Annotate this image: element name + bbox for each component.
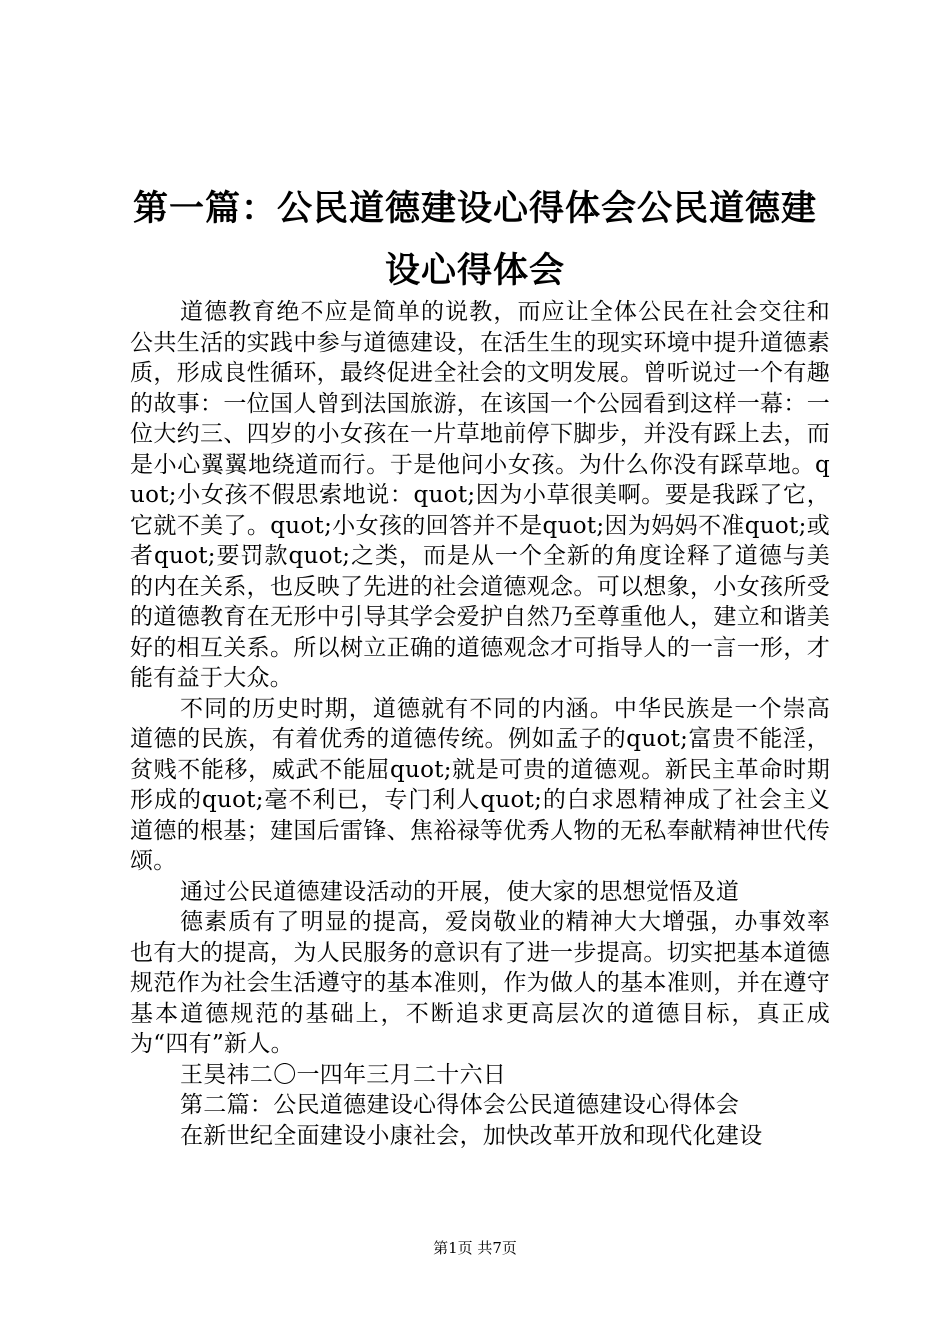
- section-heading: 第二篇：公民道德建设心得体会公民道德建设心得体会: [180, 1092, 740, 1118]
- body-paragraph: 不同的历史时期，道德就有不同的内涵。中华民族是一个崇高道德的民族，有着优秀的道德传统。例如孟子的quot;富贵不能淫，贫贱不能移，威武不能屈quot;就是可贵的道德观。新民主革命时期形成的quot;毫不利已，专门利人quot;的白求恩精神成了社会主义道德的根基；建国后雷锋、焦裕禄等优秀人物的无私奉献精神世代传颂。: [130, 695, 830, 874]
- body-paragraph: 德素质有了明显的提高，爱岗敬业的精神大大增强，办事效率也有大的提高，为人民服务的意识有了进一步提高。切实把基本道德规范作为社会生活遵守的基本准则，作为做人的基本准则，并在遵守基本道德规范的基础上，不断追求更高层次的道德目标，真正成为“四有”新人。: [130, 909, 830, 1057]
- signature-date: 王昊祎二〇一四年三月二十六日: [180, 1061, 507, 1088]
- document-title: 第一篇：公民道德建设心得体会公民道德建设心得体会: [132, 189, 817, 291]
- body-paragraph: 在新世纪全面建设小康社会，加快改革开放和现代化建设: [180, 1122, 763, 1149]
- body-paragraph: 道德教育绝不应是简单的说教，而应让全体公民在社会交往和公共生活的实践中参与道德建设，在活生生的现实环境中提升道德素质，形成良性循环，最终促进全社会的文明发展。曾听说过一个有趣的故事：一位国人曾到法国旅游，在该国一个公园看到这样一幕：一位大约三、四岁的小女孩在一片草地前停下脚步，并没有踩上去，而是小心翼翼地绕道而行。于是他问小女孩。为什么你没有踩草地。quot;小女孩不假思索地说：quot;因为小草很美啊。要是我踩了它，它就不美了。quot;小女孩的回答并不是quot;因为妈妈不准quot;或者quot;要罚款quot;之类，而是从一个全新的角度诠释了道德与美的内在关系，也反映了先进的社会道德观念。可以想象，小女孩所受的道德教育在无形中引导其学会爱护自然乃至尊重他人，建立和谐美好的相互关系。所以树立正确的道德观念才可指导人的一言一形，才能有益于大众。: [130, 299, 830, 691]
- body-paragraph: 通过公民道德建设活动的开展，使大家的思想觉悟及道: [180, 878, 740, 905]
- document-body: [130, 297, 830, 1151]
- page-footer: 第1页 共7页: [433, 1239, 517, 1257]
